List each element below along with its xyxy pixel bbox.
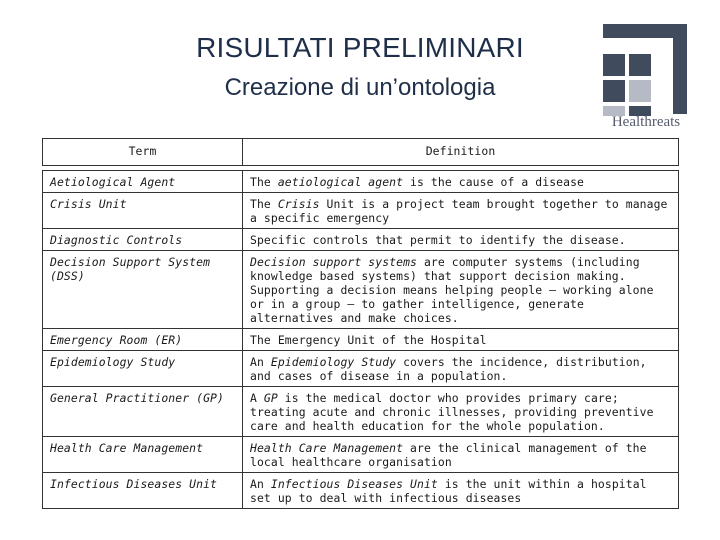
table-row: [43, 329, 679, 351]
term-cell: Epidemiology Study: [43, 351, 243, 387]
term-cell: General Practitioner (GP): [43, 387, 243, 437]
table-body: [43, 166, 679, 509]
definition-cell: [243, 351, 679, 387]
logo-block-mid-mid: [629, 80, 651, 102]
definition-text: is the unit within a hospital set up to deal with infectious diseases: [250, 477, 647, 505]
definition-text: Specific controls that permit to identify the disease.: [250, 233, 626, 247]
header-term: Term: [43, 139, 243, 166]
definition-text: is the cause of a disease: [403, 175, 584, 189]
definition-emphasis: Infectious Diseases Unit: [270, 477, 438, 491]
definition-text: An: [250, 355, 271, 369]
logo-block-mid-left: [603, 80, 625, 102]
table-row: [43, 387, 679, 437]
definition-text: are the clinical management of the local healthcare organisation: [250, 441, 647, 469]
logo-block-top-left: [603, 54, 625, 76]
table-row: [43, 229, 679, 251]
definition-cell: [243, 229, 679, 251]
definition-emphasis: Crisis: [277, 197, 320, 211]
table-header-row: [43, 139, 679, 166]
definition-cell: [243, 193, 679, 229]
definition-emphasis: Health Care Management: [250, 441, 404, 455]
definition-emphasis: Decision support systems: [250, 255, 417, 269]
table-row: [43, 473, 679, 509]
definition-text: is the medical doctor who provides primary care; treating acute and chronic illnesses, providing preventive care and health education for the whole population.: [250, 391, 654, 433]
logo-frame-right: [673, 24, 687, 114]
term-cell: Crisis Unit: [43, 193, 243, 229]
definition-cell: [243, 437, 679, 473]
term-cell: Aetiological Agent: [43, 171, 243, 193]
definition-text: The: [250, 175, 278, 189]
page-subtitle: Creazione di un’ontologia: [224, 74, 496, 101]
ontology-table: [42, 138, 679, 509]
definition-text: The: [250, 197, 278, 211]
table-row: [43, 193, 679, 229]
definition-text: A: [250, 391, 264, 405]
definition-cell: [243, 171, 679, 193]
term-cell: Emergency Room (ER): [43, 329, 243, 351]
table-row: [43, 251, 679, 329]
logo-block-top-mid: [629, 54, 651, 76]
definition-emphasis: Epidemiology Study: [270, 355, 397, 369]
logo-wordmark: Healthreats: [611, 114, 681, 130]
definition-text: Unit is a project team brought together to manage a specific emergency: [250, 197, 668, 225]
page-title: RISULTATI PRELIMINARI: [196, 32, 524, 63]
definition-text: The Emergency Unit of the Hospital: [250, 333, 487, 347]
definition-emphasis: aetiological agent: [277, 175, 404, 189]
header-definition: Definition: [243, 139, 679, 166]
term-cell: Diagnostic Controls: [43, 229, 243, 251]
definition-cell: [243, 387, 679, 437]
definition-cell: [243, 251, 679, 329]
term-cell: Infectious Diseases Unit: [43, 473, 243, 509]
definition-cell: [243, 473, 679, 509]
definition-text: are computer systems (including knowledge based systems) that support decision making. Supporting a decision means helping people – working alone or in a group – to gather intelligence, generate alternatives and make choices.: [250, 255, 654, 325]
table-row: [43, 351, 679, 387]
table-row: [43, 437, 679, 473]
definition-text: An: [250, 477, 271, 491]
definition-cell: [243, 329, 679, 351]
term-cell: Health Care Management: [43, 437, 243, 473]
term-cell: Decision Support System (DSS): [43, 251, 243, 329]
definition-text: covers the incidence, distribution, and cases of disease in a population.: [250, 355, 647, 383]
table-row: [43, 171, 679, 193]
definition-emphasis: GP: [263, 391, 278, 405]
